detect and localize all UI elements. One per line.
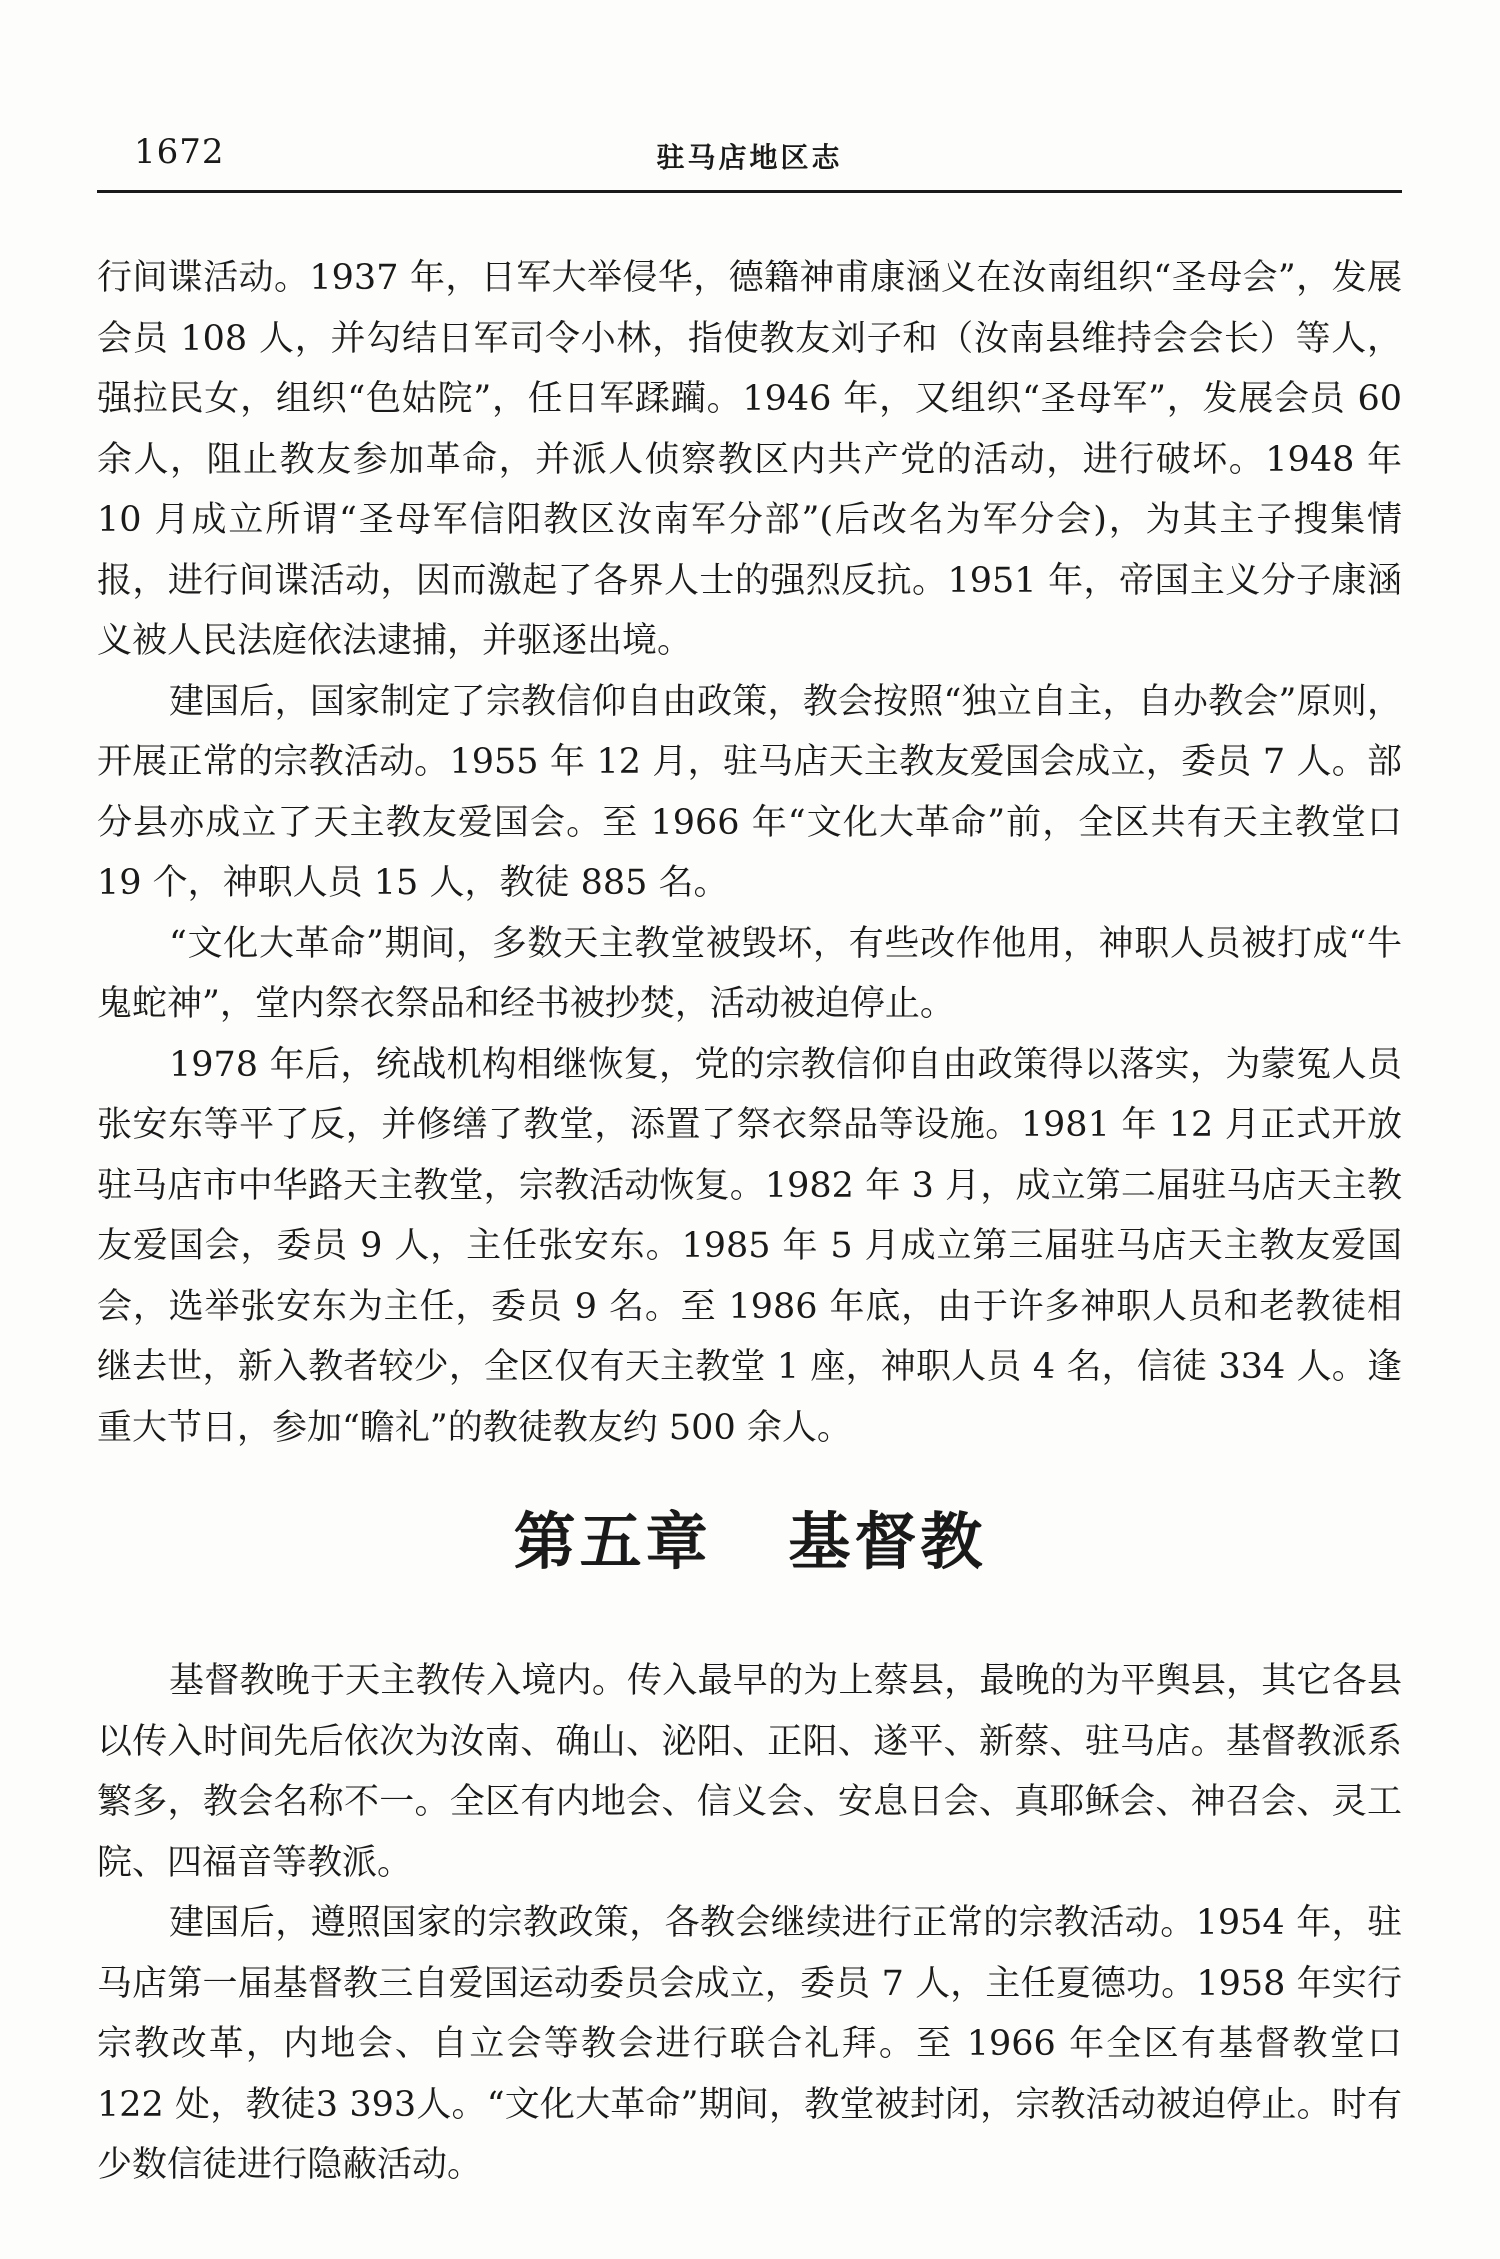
page-header	[97, 132, 1402, 184]
paragraph: 建国后，国家制定了宗教信仰自由政策，教会按照“独立自主，自办教会”原则，开展正常的宗教活动。1955 年 12 月，驻马店天主教友爱国会成立，委员 7 人。部分县亦成立了天主教友爱国会。至 1966 年“文化大革命”前，全区共有天主教堂口 19 个，神职人员 15 人，教徒 885 名。	[97, 681, 1402, 903]
paragraph-continued: 行间谍活动。1937 年，日军大举侵华，德籍神甫康涵义在汝南组织“圣母会”，发展会员 108 人，并勾结日军司令小林，指使教友刘子和（汝南县维持会会长）等人，强拉民女，组织“色姑院”，任日军蹂躏。1946 年，又组织“圣母军”，发展会员 60 余人，阻止教友参加革命，并派人侦察教区内共产党的活动，进行破坏。1948 年 10 月成立所谓“圣母军信阳教区汝南军分部”(后改名为军分会)，为其主子搜集情报，进行间谍活动，因而激起了各界人士的强烈反抗。1951 年，帝国主义分子康涵义被人民法庭依法逮捕，并驱逐出境。	[97, 258, 1402, 661]
paragraph: 建国后，遵照国家的宗教政策，各教会继续进行正常的宗教活动。1954 年，驻马店第一届基督教三自爱国运动委员会成立，委员 7 人，主任夏德功。1958 年实行宗教改革，内地会、自立会等教会进行联合礼拜。至 1966 年全区有基督教堂口 122 处，教徒3 393人。“文化大革命”期间，教堂被封闭，宗教活动被迫停止。时有少数信徒进行隐蔽活动。	[97, 1903, 1402, 2185]
catholic-section-text	[97, 248, 1402, 1458]
paragraph: 基督教晚于天主教传入境内。传入最早的为上蔡县，最晚的为平舆县，其它各县以传入时间先后依次为汝南、确山、泌阳、正阳、遂平、新蔡、驻马店。基督教派系繁多，教会名称不一。全区有内地会、信义会、安息日会、真耶稣会、神召会、灵工院、四福音等教派。	[97, 1661, 1402, 1883]
header-rule	[97, 190, 1402, 193]
chapter-title: 第五章 基督教	[513, 1505, 987, 1578]
protestant-section-text	[97, 1651, 1402, 2196]
paragraph: 1978 年后，统战机构相继恢复，党的宗教信仰自由政策得以落实，为蒙冤人员张安东等平了反，并修缮了教堂，添置了祭衣祭品等设施。1981 年 12 月正式开放驻马店市中华路天主教堂，宗教活动恢复。1982 年 3 月，成立第二届驻马店天主教友爱国会，委员 9 人，主任张安东。1985 年 5 月成立第三届驻马店天主教友爱国会，选举张安东为主任，委员 9 名。至 1986 年底，由于许多神职人员和老教徒相继去世，新入教者较少，全区仅有天主教堂 1 座，神职人员 4 名，信徒 334 人。逢重大节日，参加“瞻礼”的教徒教友约 500 余人。	[97, 1044, 1402, 1448]
page-number: 1672	[134, 132, 225, 172]
paragraph: “文化大革命”期间，多数天主教堂被毁坏，有些改作他用，神职人员被打成“牛鬼蛇神”，堂内祭衣祭品和经书被抄焚，活动被迫停止。	[97, 923, 1402, 1024]
running-title: 驻马店地区志	[656, 141, 843, 174]
